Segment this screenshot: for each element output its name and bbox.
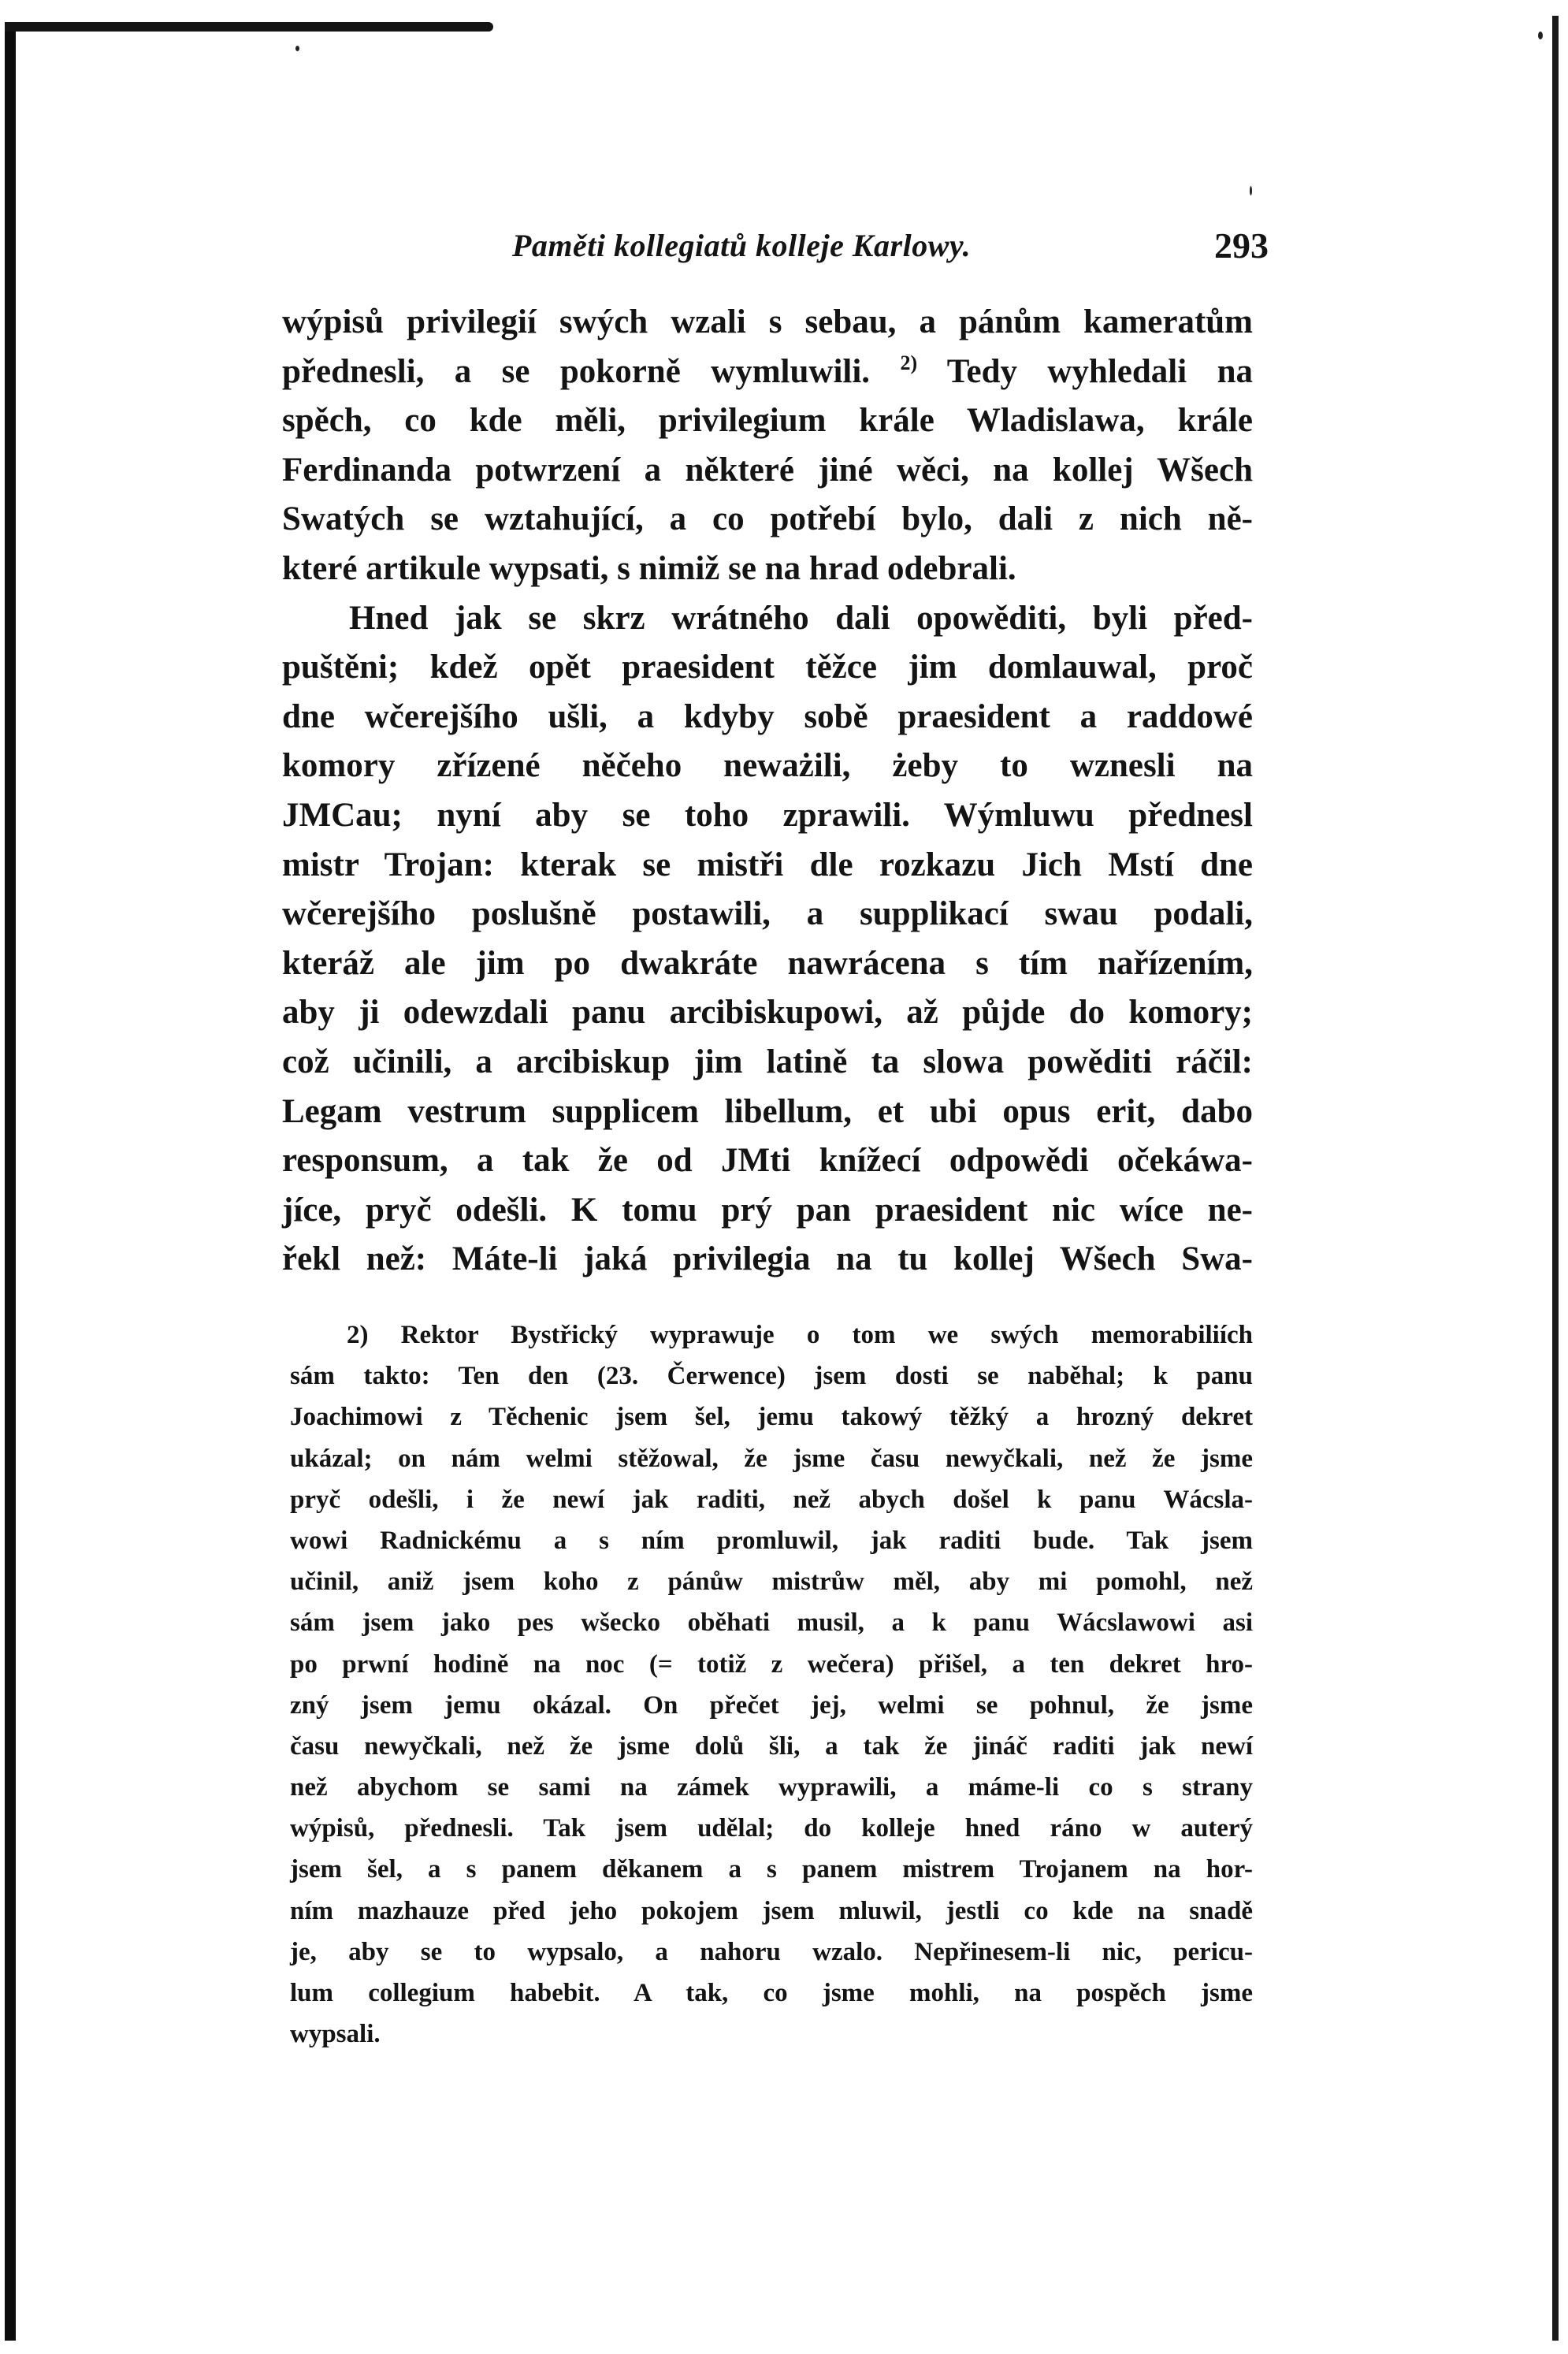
text-line: dne wčerejšího ušli, a kdyby sobě praesident a raddowé — [282, 697, 1253, 735]
footnote-reference: 2) — [900, 351, 918, 374]
text-line: Hned jak se skrz wrátného dali opowěditi, byli před- — [349, 599, 1253, 637]
running-title: Paměti kollegiatů kolleje Karlowy. — [512, 228, 972, 263]
text-line: komory zřízené něčeho neważili, żeby to wznesli na — [282, 747, 1253, 785]
page-edge-left — [5, 24, 16, 2341]
print-speck — [295, 46, 299, 51]
text-line: Legam vestrum supplicem libellum, et ubi opus erit, dabo — [282, 1092, 1253, 1130]
text-line: puštěni; kdež opět praesident těžce jim domlauwal, proč — [282, 649, 1253, 686]
print-speck — [1538, 32, 1543, 39]
footnote-line: ukázal; on nám welmi stěžowal, že jsme času newyčkali, než že jsme — [290, 1444, 1253, 1473]
footnote-line: ním mazhauze před jeho pokojem jsem mluwil, jestli co kde na snadě — [290, 1896, 1253, 1925]
footnote-line: wýpisů, přednesli. Tak jsem udělal; do kolleje hned ráno w auterý — [290, 1814, 1253, 1843]
text-line: wýpisů privilegií swých wzali s sebau, a pánům kameratům — [282, 303, 1253, 340]
text-line: Ferdinanda potwrzení a některé jiné wěci, na kollej Wšech — [282, 451, 1253, 489]
footnote-line: sám jsem jako pes wšecko oběhati musil, a k panu Wácslawowi asi — [290, 1608, 1253, 1638]
footnote-line: sám takto: Ten den (23. Čerwence) jsem dosti se naběhal; k panu — [290, 1362, 1253, 1391]
footnote-line: pryč odešli, i že newí jak raditi, než abych došel k panu Wácsla- — [290, 1485, 1253, 1514]
text-line: aby ji odewzdali panu arcibiskupowi, až půjde do komory; — [282, 994, 1253, 1032]
text-line: které artikule wypsati, s nimiž se na hrad odebrali. — [282, 549, 1016, 587]
text-line: jíce, pryč odešli. K tomu prý pan praesident nic wíce ne- — [282, 1191, 1253, 1229]
text-line: řekl než: Máte-li jaká privilegia na tu kollej Wšech Swa- — [282, 1240, 1253, 1278]
page-edge-top — [5, 22, 493, 32]
text-line: responsum, a tak že od JMti knížecí odpowědi očekáwa- — [282, 1142, 1253, 1180]
text-line: wčerejšího poslušně postawili, a supplikací swau podali, — [282, 895, 1253, 933]
footnote — [290, 1315, 1253, 2055]
footnote-line: po prwní hodině na noc (= totiž z wečera) přišel, a ten dekret hro- — [290, 1649, 1253, 1679]
print-speck — [1250, 186, 1252, 195]
footnote-line: wowi Radnickému a s ním promluwil, jak raditi bude. Tak jsem — [290, 1526, 1253, 1555]
text-line: Swatých se wztahující, a co potřebí bylo, dali z nich ně- — [282, 500, 1253, 538]
text-line: spěch, co kde měli, privilegium krále Wladislawa, krále — [282, 402, 1253, 440]
text-line: JMCau; nyní aby se toho zprawili. Wýmluwu přednesl — [282, 796, 1253, 834]
text-line: mistr Trojan: kterak se mistři dle rozkazu Jich Mstí dne — [282, 846, 1253, 883]
footnote-line: lum collegium habebit. A tak, co jsme mohli, na pospěch jsme — [290, 1979, 1253, 2007]
footnote-line: učinil, aniž jsem koho z pánůw mistrůw měl, aby mi pomohl, než — [290, 1567, 1253, 1597]
running-header — [512, 222, 1269, 270]
text-line: což učinili, a arcibiskup jim latině ta slowa powěditi ráčil: — [282, 1043, 1253, 1080]
text-line: přednesli, a se pokorně wymluwili. $^{2)}$ Tedy wyhledali na — [282, 351, 1253, 390]
footnote-line: 2) Rektor Bystřický wyprawuje o tom we swých memorabiliích — [347, 1321, 1253, 1349]
footnote-line: zný jsem jemu okázal. On přečet jej, welmi se pohnul, že jsme — [290, 1690, 1253, 1720]
footnote-line: wypsali. — [290, 2020, 381, 2049]
footnote-line: než abychom se sami na zámek wyprawili, a máme-li co s strany — [290, 1773, 1253, 1802]
footnote-line: jsem šel, a s panem děkanem a s panem mistrem Trojanem na hor- — [290, 1855, 1253, 1884]
footnote-line: je, aby se to wypsalo, a nahoru wzalo. Nepřinesem-li nic, pericu- — [290, 1937, 1253, 1966]
page-edge-right — [1552, 16, 1559, 2341]
body-text — [282, 298, 1253, 1285]
footnote-line: času newyčkali, než že jsme dolů šli, a tak že jináč raditi jak newí — [290, 1731, 1253, 1761]
text-line: kteráž ale jim po dwakráte nawrácena s tím nařízením, — [282, 944, 1253, 982]
page-number: 293 — [1214, 225, 1269, 266]
footnote-line: Joachimowi z Těchenic jsem šel, jemu takowý těžký a hrozný dekret — [290, 1403, 1253, 1432]
